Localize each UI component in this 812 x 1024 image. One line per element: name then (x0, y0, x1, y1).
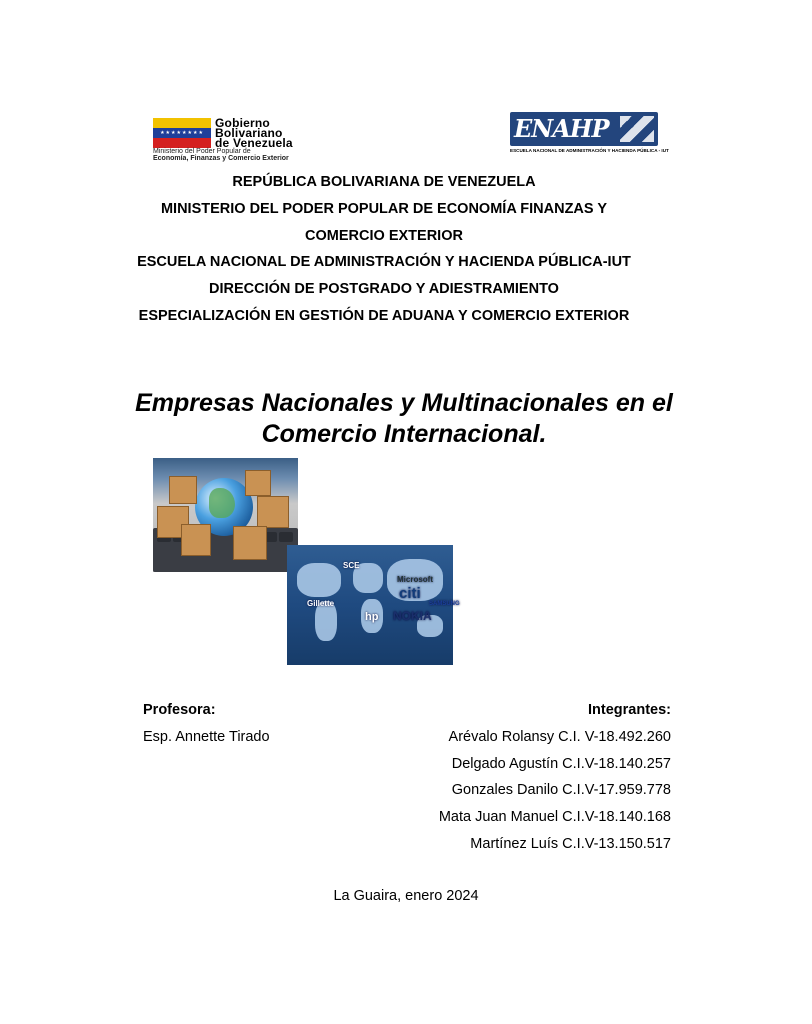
brand-microsoft: Microsoft (397, 575, 433, 584)
gob-sub1: Ministerio del Poder Popular de (153, 148, 251, 155)
enahp-subtitle: ESCUELA NACIONAL DE ADMINISTRACIÓN Y HACIENDA PÚBLICA - IUT (510, 148, 669, 153)
gobierno-bolivariano-logo (153, 112, 333, 160)
gob-line1: Gobierno (215, 116, 270, 130)
header-line-2: MINISTERIO DEL PODER POPULAR DE ECONOMÍA FINANZAS Y (160, 201, 608, 217)
enahp-emblem-icon (620, 116, 654, 142)
header-line-4: ESCUELA NACIONAL DE ADMINISTRACIÓN Y HACIENDA PÚBLICA-IUT (137, 254, 631, 270)
header-line-1: REPÚBLICA BOLIVARIANA DE VENEZUELA (232, 174, 536, 190)
enahp-wordmark: ENAHP (514, 114, 609, 143)
integrantes-label: Integrantes: (588, 702, 671, 718)
profesora-label: Profesora: (143, 702, 216, 718)
world-map-brands-image (287, 545, 460, 665)
integrante-2: Delgado Agustín C.I.V-18.140.257 (451, 756, 671, 772)
gob-line2: Bolivariano (215, 126, 283, 140)
brand-nokia: NOKIA (393, 609, 432, 623)
brand-citi: citi (399, 585, 421, 602)
brand-gillette: Gillette (307, 599, 335, 608)
profesora-name: Esp. Annette Tirado (143, 729, 270, 745)
brand-sce: SCE (343, 561, 360, 570)
integrante-3: Gonzales Danilo C.I.V-17.959.778 (451, 782, 671, 798)
gob-sub2: Economía, Finanzas y Comercio Exterior (153, 155, 289, 162)
place-date: La Guaira, enero 2024 (333, 888, 479, 904)
venezuela-flag-icon: ★★★★★★★★ (153, 118, 211, 148)
integrante-5: Martínez Luís C.I.V-13.150.517 (470, 836, 671, 852)
header-line-5: DIRECCIÓN DE POSTGRADO Y ADIESTRAMIENTO (209, 281, 559, 297)
document-title: Empresas Nacionales y Multinacionales en el Comercio Internacional. (135, 389, 673, 448)
ecommerce-boxes-image (153, 458, 298, 572)
integrante-4: Mata Juan Manuel C.I.V-18.140.168 (438, 809, 671, 825)
enahp-logo (510, 112, 669, 156)
gob-line3: de Venezuela (215, 136, 293, 150)
integrante-1: Arévalo Rolansy C.I. V-18.492.260 (448, 729, 671, 745)
brand-samsung: SAMSUNG (429, 601, 460, 607)
header-line-3: COMERCIO EXTERIOR (305, 228, 463, 244)
header-line-6: ESPECIALIZACIÓN EN GESTIÓN DE ADUANA Y COMERCIO EXTERIOR (138, 308, 630, 324)
brand-hp: hp (365, 611, 379, 623)
